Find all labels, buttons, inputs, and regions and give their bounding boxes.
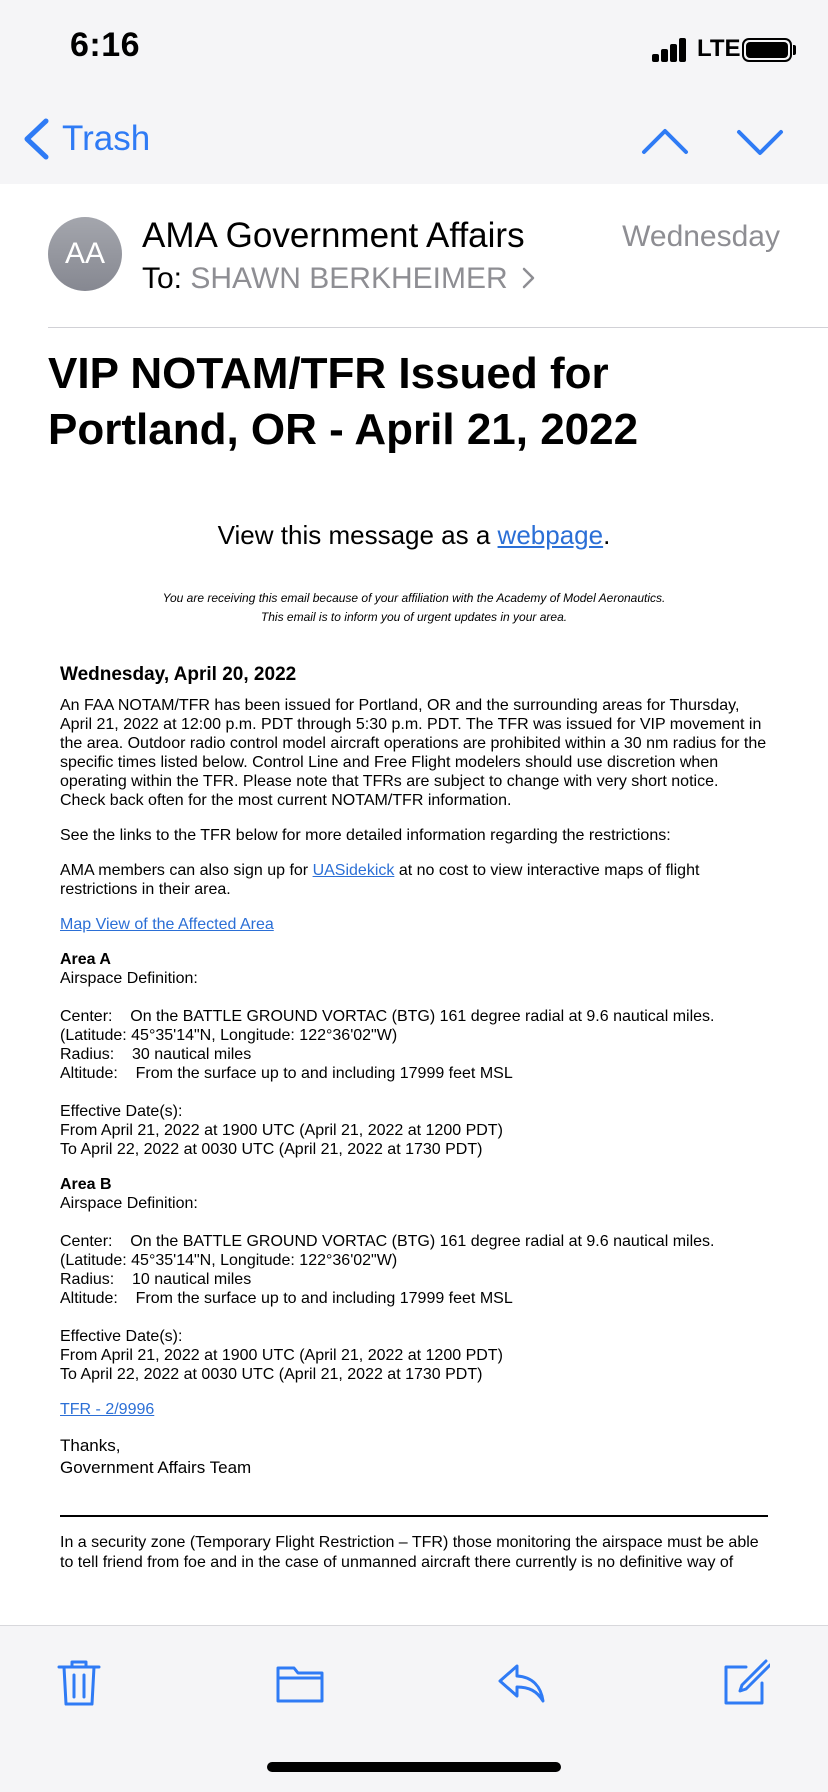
effective-to: To April 22, 2022 at 0030 UTC (April 21, 2022 at 1730 PDT) [60,1366,483,1383]
links-note: See the links to the TFR below for more detailed information regarding the restrictions: [60,827,671,844]
map-view-link[interactable]: Map View of the Affected Area [60,916,274,933]
airspace-definition: Airspace Definition: [60,970,198,987]
reply-button[interactable] [497,1656,545,1708]
home-indicator [267,1762,561,1772]
reply-icon [497,1656,545,1708]
area-a-block [60,950,768,1159]
email-body [0,520,828,1573]
date-heading: Wednesday, April 20, 2022 [60,664,297,685]
chevron-up-icon [641,122,689,162]
webpage-link[interactable]: webpage [497,520,604,550]
sign-off: Thanks, Government Affairs Team [60,1436,252,1477]
footnote: In a security zone (Temporary Flight Restriction – TFR) those monitoring the airspace must be able to tell friend from foe and in the case of unmanned aircraft there currently is no definitive way of [60,1534,759,1571]
radius-line: Radius: 30 nautical miles [60,1046,252,1063]
view-as-webpage: View this message as a webpage. [217,520,611,550]
previous-message-button[interactable] [641,122,689,162]
effective-label: Effective Date(s): [60,1103,183,1120]
folder-icon [276,1656,324,1708]
signup-paragraph: AMA members can also sign up for UASidekick at no cost to view interactive maps of flight restrictions in their area. [60,862,700,898]
network-type: LTE [697,35,741,62]
center-line: Center: On the BATTLE GROUND VORTAC (BTG) 161 degree radial at 9.6 nautical miles. [60,1233,715,1250]
chevron-right-icon [522,267,536,289]
email-date: Wednesday [622,220,780,253]
compose-button[interactable] [722,1656,770,1708]
signal-strength-icon [652,38,688,62]
trash-icon [55,1656,103,1708]
battery-icon [742,38,792,62]
latlon-line: (Latitude: 45°35'14"N, Longitude: 122°36'02"W) [60,1252,398,1269]
avatar[interactable]: AA [48,217,122,291]
nav-bar [0,100,828,184]
radius-line: Radius: 10 nautical miles [60,1271,252,1288]
email-subject: VIP NOTAM/TFR Issued for Portland, OR - April 21, 2022 [48,349,639,454]
back-button[interactable] [22,118,150,160]
sender-header [0,184,828,328]
trash-button[interactable] [55,1656,103,1708]
intro-paragraph: An FAA NOTAM/TFR has been issued for Portland, OR and the surrounding areas for Thursday, April 21, 2022 at 12:00 p.m. PDT through 5:30 p.m. PDT. The TFR was issued for VIP movement in the area. Outdoor radio control model aircraft operations are prohibited within a 30 nm radius for the specific times listed below. Control Line and Free Flight modelers should use discretion when operating within the TFR. Please note that TFRs are subject to change with very short notice. Check back often for the most current NOTAM/TFR information. [60,697,767,809]
effective-to: To April 22, 2022 at 0030 UTC (April 21, 2022 at 1730 PDT) [60,1141,483,1158]
message-content [60,665,768,1573]
map-link-row [60,915,768,934]
altitude-line: Altitude: From the surface up to and including 17999 feet MSL [60,1290,513,1307]
to-label: To: [142,262,183,295]
area-title: Area A [60,951,111,968]
back-label: Trash [62,119,151,158]
recipient-name[interactable]: SHAWN BERKHEIMER [190,262,508,295]
uasidekick-link[interactable]: UASidekick [312,862,395,879]
chevron-down-icon [736,122,784,162]
center-line: Center: On the BATTLE GROUND VORTAC (BTG) 161 degree radial at 9.6 nautical miles. [60,1008,715,1025]
chevron-left-icon [22,118,50,160]
effective-from: From April 21, 2022 at 1900 UTC (April 21, 2022 at 1200 PDT) [60,1347,503,1364]
airspace-definition: Airspace Definition: [60,1195,198,1212]
altitude-line: Altitude: From the surface up to and including 17999 feet MSL [60,1065,513,1082]
next-message-button[interactable] [736,122,784,162]
latlon-line: (Latitude: 45°35'14"N, Longitude: 122°36'02"W) [60,1027,398,1044]
battery-tip [793,45,796,55]
status-time: 6:16 [70,26,141,64]
compose-icon [722,1656,770,1708]
effective-label: Effective Date(s): [60,1328,183,1345]
divider [48,327,828,328]
body-divider [60,1515,768,1517]
recipient-row[interactable] [142,262,536,296]
area-b-block [60,1175,768,1384]
move-to-folder-button[interactable] [276,1656,324,1708]
tfr-link-row [60,1400,768,1419]
tfr-link[interactable]: TFR - 2/9996 [60,1401,155,1418]
sender-name[interactable]: AMA Government Affairs [142,216,525,255]
status-bar [0,0,828,100]
area-title: Area B [60,1176,112,1193]
effective-from: From April 21, 2022 at 1900 UTC (April 21, 2022 at 1200 PDT) [60,1122,503,1139]
disclaimer: You are receiving this email because of your affiliation with the Academy of Model Aeronautics. This email is to inform you of urgent updates in your area. [162,591,666,624]
